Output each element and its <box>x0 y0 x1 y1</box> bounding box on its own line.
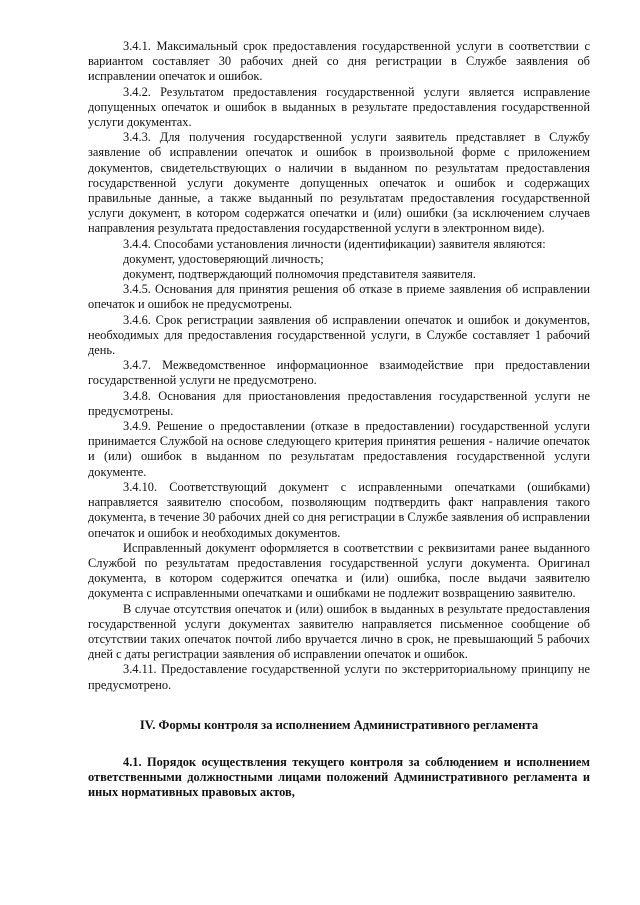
paragraph-3-4-4-item-2: документ, подтверждающий полномочия представителя заявителя. <box>123 267 476 282</box>
paragraph-3-4-4: 3.4.4. Способами установления личности (идентификации) заявителя являются: <box>123 236 546 251</box>
paragraph-3-4-3: 3.4.3. Для получения государственной услуги заявитель представляет в Службу заявление об исправлении опечаток и ошибок в произвольной форме с приложением документов, свидетельствующих о наличии в выданном по результатам предоставления государственной услуги документе допущенных опечаток и ошибок и содержащих правильные данные, а также выданный по результатам предоставления государственной услуги документ, в котором содержатся опечатки и (или) ошибки (за исключением случаев направления результата предоставления государственной услуги в электронном виде). <box>88 130 590 236</box>
section-heading: IV. Формы контроля за исполнением Административного регламента <box>139 717 539 732</box>
paragraph-3-4-10-corrected-document: Исправленный документ оформляется в соответствии с реквизитами ранее выданного Службой по результатам предоставления государственной услуги документа. Оригинал документа, в котором содержится опечатка и (или) ошибка, после выдачи заявителю документа с исправленными опечатками и ошибками не подлежит возвращению заявителю. <box>88 540 590 601</box>
paragraph-3-4-6: 3.4.6. Срок регистрации заявления об исправлении опечаток и ошибок и документов, необходимых для предоставления государственной услуги, в Службе составляет 1 рабочий день. <box>88 312 590 358</box>
paragraph-3-4-7: 3.4.7. Межведомственное информационное взаимодействие при предоставлении государственной услуги не предусмотрено. <box>88 358 590 388</box>
paragraph-3-4-8: 3.4.8. Основания для приостановления предоставления государственной услуги не предусмотрены. <box>88 388 590 418</box>
paragraph-3-4-9: 3.4.9. Решение о предоставлении (отказе в предоставлении) государственной услуги принимается Службой на основе следующего критерия принятия решения - наличие опечаток и (или) ошибок в выданном по результатам предоставления государственной услуги документе. <box>88 419 590 479</box>
paragraph-3-4-1: 3.4.1. Максимальный срок предоставления государственной услуги в соответствии с вариантом составляет 30 рабочих дней со дня регистрации в Службе заявления об исправлении опечаток и ошибок. <box>88 39 590 84</box>
document-body <box>88 39 590 801</box>
paragraph-4-1: 4.1. Порядок осуществления текущего контроля за соблюдением и исполнением ответственными должностными лицами положений Административного регламента и иных нормативных правовых актов, <box>88 754 590 800</box>
paragraph-3-4-10: 3.4.10. Соответствующий документ с исправленными опечатками (ошибками) направляется заявителю способом, позволяющим подтвердить факт направления такого документа, в течение 30 рабочих дней со дня регистрации в Службе заявления об исправлении опечаток и ошибок и необходимых документов. <box>88 479 590 540</box>
paragraph-3-4-11: 3.4.11. Предоставление государственной услуги по экстерриториальному принципу не предусмотрено. <box>88 662 590 692</box>
paragraph-3-4-4-item-1: документ, удостоверяющий личность; <box>123 251 324 266</box>
paragraph-3-4-10-no-errors: В случае отсутствия опечаток и (или) ошибок в выданных в результате предоставления государственной услуги документах заявителю направляется письменное сообщение об отсутствии таких опечаток почтой либо вручается лично в срок, не превышающий 5 рабочих дней с даты регистрации заявления об исправлении опечаток и ошибок. <box>88 601 590 662</box>
paragraph-3-4-2: 3.4.2. Результатом предоставления государственной услуги является исправление допущенных опечаток и ошибок в выданных в результате предоставления государственной услуги документах. <box>88 84 590 130</box>
paragraph-3-4-5: 3.4.5. Основания для принятия решения об отказе в приеме заявления об исправлении опечаток и ошибок не предусмотрены. <box>88 282 590 312</box>
